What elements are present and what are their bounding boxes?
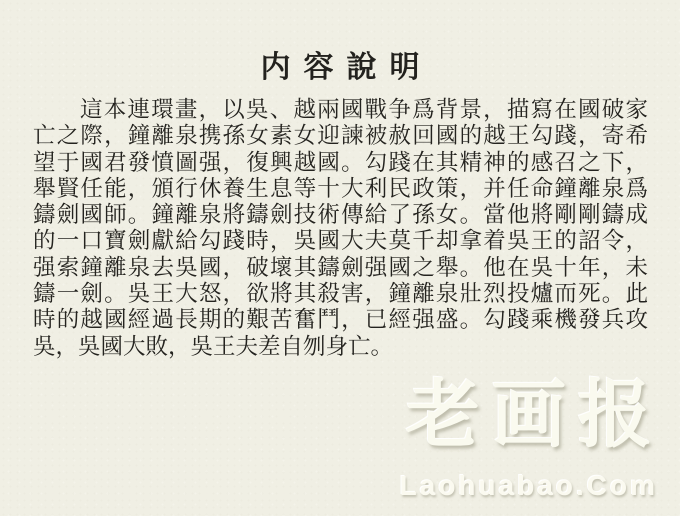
watermark-site-url: Laohuabao.Com: [399, 470, 658, 501]
watermark: [399, 356, 664, 502]
watermark-logo: 老画报: [405, 373, 664, 456]
text-line: 望于國君發憤圖强，復興越國。勾踐在其精神的感召之下，: [33, 149, 648, 175]
text-line: 亡之際，鐘離泉携孫女素女迎諫被赦回國的越王勾踐，寄希: [33, 123, 648, 149]
text-line: 的一口寶劍獻給勾踐時，吳國大夫莫千却拿着吳王的詔令，: [33, 228, 648, 254]
text-line: 時的越國經過長期的艱苦奮鬥，已經强盛。勾踐乘機發兵攻: [33, 307, 648, 333]
text-line: 鑄劍國師。鐘離泉將鑄劍技術傳給了孫女。當他將剛剛鑄成: [33, 202, 648, 228]
text-line: 吳，吳國大敗，吳王夫差自刎身亡。: [33, 333, 394, 359]
page-title: 内容說明: [260, 51, 433, 84]
text-line: 這本連環畫，以吳、越兩國戰争爲背景，描寫在國破家: [80, 97, 648, 122]
text-line: 舉賢任能，頒行休養生息等十大利民政策，并任命鐘離泉爲: [33, 175, 648, 201]
text-line: 鑄一劍。吳王大怒，欲將其殺害，鐘離泉壯烈投爐而死。此: [33, 281, 648, 307]
content-paragraph: [33, 97, 648, 360]
text-line: 强索鐘離泉去吳國，破壞其鑄劍强國之舉。他在吳十年，未: [33, 254, 648, 280]
